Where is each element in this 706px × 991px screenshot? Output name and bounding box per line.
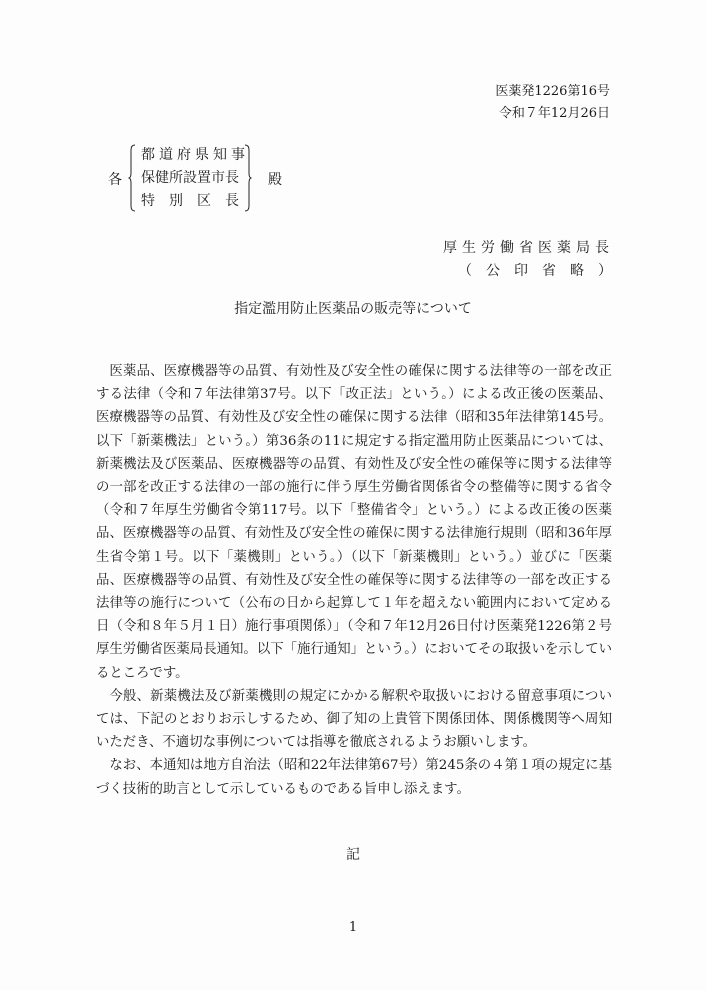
addressee-line: 特 別 区 長 [141, 193, 239, 209]
document-body [96, 360, 612, 801]
honorific: 殿 [268, 172, 282, 188]
left-brace-icon [128, 144, 136, 212]
addressee-prefix: 各 [108, 172, 122, 188]
document-number: 医薬発1226第16号 [495, 84, 610, 99]
body-paragraph: 今般、新薬機法及び新薬機則の規定にかかる解釈や取扱いにおける留意事項については、下記のとおりお示しするため、御了知の上貴管下関係団体、関係機関等へ周知いただき、不適切な事例については指導を徹底されるようお願いします。 [96, 688, 612, 751]
ki-heading: 記 [346, 847, 360, 863]
addressee-block [108, 144, 328, 214]
seal-note: （公印省略） [458, 263, 626, 279]
body-paragraph: 医薬品、医療機器等の品質、有効性及び安全性の確保に関する法律等の一部を改正する法律（令和７年法律第37号。以下「改正法」という。）による改正後の医薬品、医療機器等の品質、有効性及び安全性の確保に関する法律（昭和35年法律第145号。以下「新薬機法」という。）第36条の11に規定する指定濫用防止医薬品については、新薬機法及び医薬品、医療機器等の品質、有効性及び安全性の確保等に関する法律等の一部を改正する法律の一部の施行に伴う厚生労働省関係省令の整備等に関する省令（令和７年厚生労働省令第117号。以下「整備省令」という。）による改正後の医薬品、医療機器等の品質、有効性及び安全性の確保に関する法律施行規則（昭和36年厚生省令第１号。以下「薬機則」という。）（以下「新薬機則」という。）並びに「医薬品、医療機器等の品質、有効性及び安全性の確保等に関する法律等の一部を改正する法律等の施行について（公布の日から起算して１年を超えない範囲内において定める日（令和８年５月１日）施行事項関係）」（令和７年12月26日付け医薬発1226第２号厚生労働省医薬局長通知。以下「施行通知」という。）においてその取扱いを示しているところです。 [96, 364, 612, 681]
issuer-title: 厚生労働省医薬局長 [443, 240, 614, 256]
addressee-lines [141, 144, 249, 213]
document-date: 令和７年12月26日 [498, 106, 610, 121]
page-number: 1 [348, 920, 358, 935]
document-subject: 指定濫用防止医薬品の販売等について [234, 301, 472, 317]
body-paragraph: なお、本通知は地方自治法（昭和22年法律第67号）第245条の４第１項の規定に基づく技術的助言として示しているものである旨申し添えます。 [96, 758, 612, 797]
right-brace-icon [244, 144, 252, 212]
addressee-line: 都道府県知事 [141, 147, 249, 163]
addressee-line: 保健所設置市長 [141, 170, 239, 186]
